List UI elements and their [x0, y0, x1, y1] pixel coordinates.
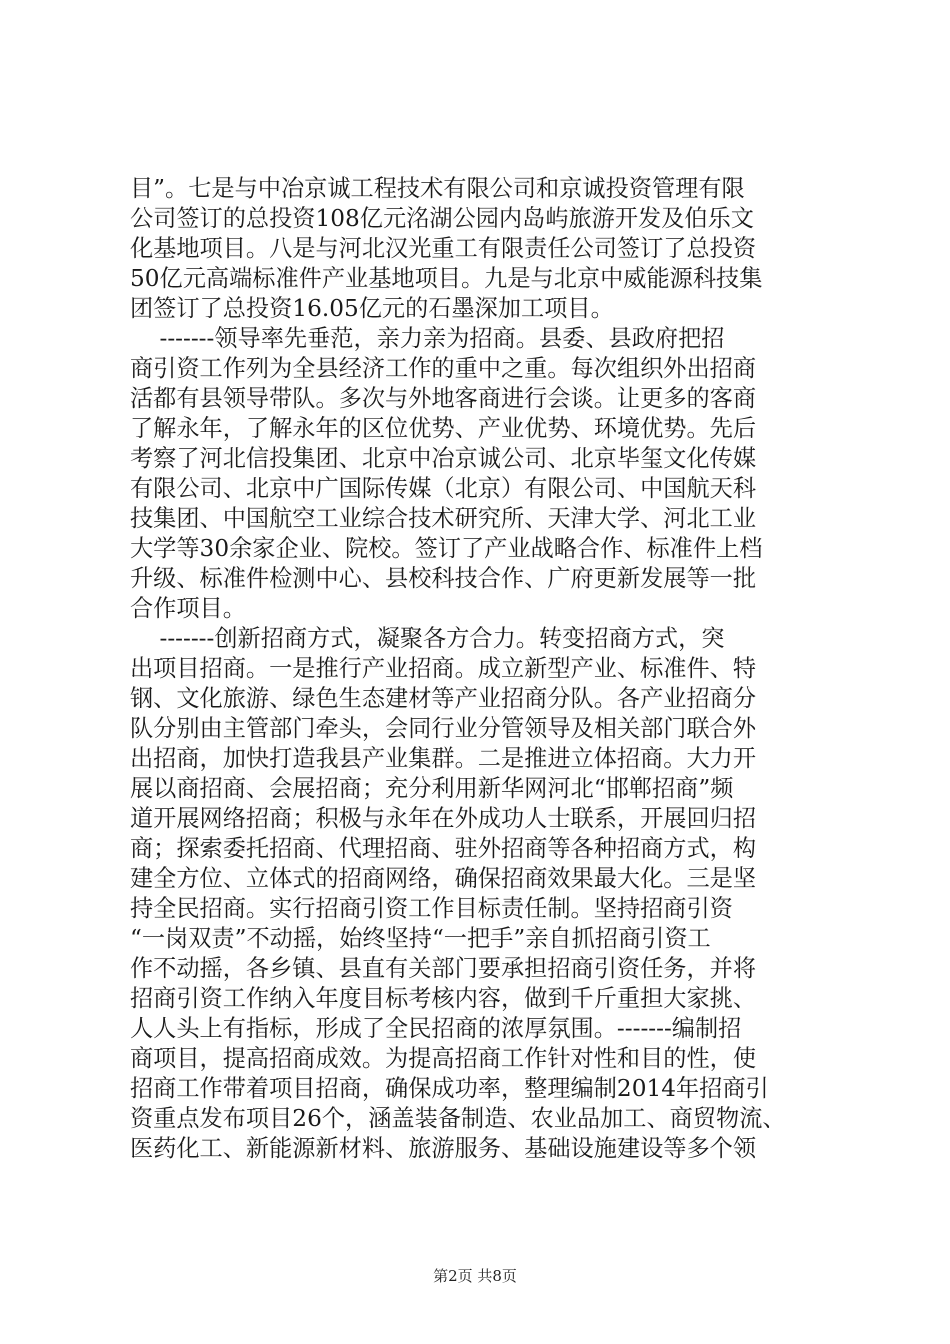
text-line: 商；探索委托招商、代理招商、驻外招商等各种招商方式，构 — [130, 835, 757, 862]
body-text — [130, 174, 830, 1164]
text-line: 资重点发布项目26个，涵盖装备制造、农业品加工、商贸物流、 — [130, 1105, 786, 1132]
text-line: 大学等30余家企业、院校。签订了产业战略合作、标准件上档 — [130, 535, 763, 562]
text-line: 招商引资工作纳入年度目标考核内容，做到千斤重担大家挑、 — [130, 985, 757, 1012]
text-line: 钢、文化旅游、绿色生态建材等产业招商分队。各产业招商分 — [130, 685, 757, 712]
text-line: 出招商，加快打造我县产业集群。二是推进立体招商。大力开 — [130, 745, 757, 772]
text-line: 技集团、中国航空工业综合技术研究所、天津大学、河北工业 — [130, 505, 757, 532]
text-line: 医药化工、新能源新材料、旅游服务、基础设施建设等多个领 — [130, 1135, 757, 1162]
page-footer: 第2页 共8页 — [433, 1267, 517, 1285]
text-line: 了解永年，了解永年的区位优势、产业优势、环境优势。先后 — [130, 415, 757, 442]
text-line: 升级、标准件检测中心、县校科技合作、广府更新发展等一批 — [130, 565, 757, 592]
text-line: 团签订了总投资16.05亿元的石墨深加工项目。 — [130, 295, 614, 322]
text-line: 活都有县领导带队。多次与外地客商进行会谈。让更多的客商 — [130, 385, 757, 412]
text-line: -------创新招商方式，凝聚各方合力。转变招商方式，突 — [130, 625, 725, 652]
text-line: 队分别由主管部门牵头，会同行业分管领导及相关部门联合外 — [130, 715, 757, 742]
text-line: 持全民招商。实行招商引资工作目标责任制。坚持招商引资 — [130, 895, 733, 922]
text-line: 道开展网络招商；积极与永年在外成功人士联系，开展回归招 — [130, 805, 757, 832]
text-line: 公司签订的总投资108亿元洺湖公园内岛屿旅游开发及伯乐文 — [130, 205, 754, 232]
text-line: 目”。七是与中冶京诚工程技术有限公司和京诚投资管理有限 — [130, 175, 745, 202]
text-line: 有限公司、北京中广国际传媒（北京）有限公司、中国航天科 — [130, 475, 757, 502]
text-line: 商项目，提高招商成效。为提高招商工作针对性和目的性，使 — [130, 1045, 757, 1072]
text-line: 人人头上有指标，形成了全民招商的浓厚氛围。-------编制招 — [130, 1015, 742, 1042]
text-line: 招商工作带着项目招商，确保成功率，整理编制2014年招商引 — [130, 1075, 769, 1102]
text-line: -------领导率先垂范，亲力亲为招商。县委、县政府把招 — [130, 325, 725, 352]
text-line: 建全方位、立体式的招商网络，确保招商效果最大化。三是坚 — [130, 865, 757, 892]
text-line: 展以商招商、会展招商；充分利用新华网河北“邯郸招商”频 — [130, 775, 734, 802]
text-line: 考察了河北信投集团、北京中冶京诚公司、北京毕玺文化传媒 — [130, 445, 757, 472]
text-line: 商引资工作列为全县经济工作的重中之重。每次组织外出招商 — [130, 355, 757, 382]
text-line: 出项目招商。一是推行产业招商。成立新型产业、标准件、特 — [130, 655, 757, 682]
text-line: 合作项目。 — [130, 595, 246, 622]
text-line: 作不动摇，各乡镇、县直有关部门要承担招商引资任务，并将 — [130, 955, 757, 982]
text-line: 50亿元高端标准件产业基地项目。九是与北京中威能源科技集 — [130, 265, 763, 292]
text-line: “一岗双责”不动摇，始终坚持“一把手”亲自抓招商引资工 — [130, 925, 711, 952]
text-line: 化基地项目。八是与河北汉光重工有限责任公司签订了总投资 — [130, 235, 757, 262]
